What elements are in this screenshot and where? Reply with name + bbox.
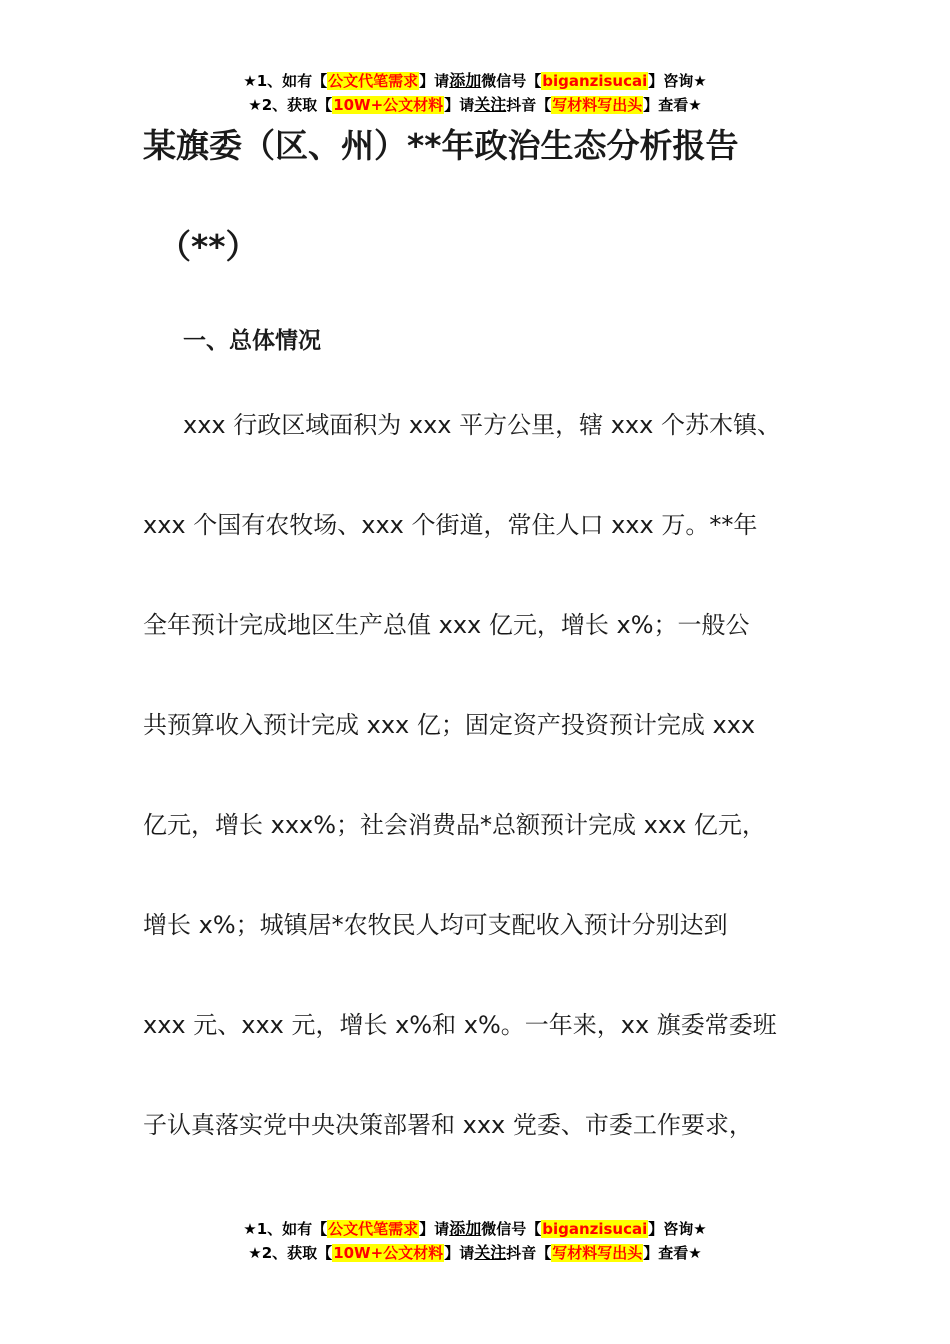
header-banner xyxy=(0,69,950,117)
paragraph-line: 增长 x%；城镇居*农牧民人均可支配收入预计分别达到 xyxy=(143,911,728,939)
highlight-wechat-id: biganzisucai xyxy=(542,72,648,90)
document-title: 某旗委（区、州）**年政治生态分析报告 xyxy=(143,126,739,165)
paragraph-line: 亿元，增长 xxx%；社会消费品*总额预计完成 xxx 亿元， xyxy=(143,811,766,839)
highlight-service: 公文代笔需求 xyxy=(328,1220,419,1238)
banner-line-2: ★2、获取【10W+公文材料】请关注抖音【写材料写出头】查看★ xyxy=(248,95,702,114)
paragraph-line: 子认真落实党中央决策部署和 xxx 党委、市委工作要求， xyxy=(143,1111,753,1139)
highlight-douyin: 写材料写出头 xyxy=(552,96,643,114)
banner-line-1: ★1、如有【公文代笔需求】请添加微信号【biganzisucai】咨询★ xyxy=(243,71,707,90)
highlight-service: 公文代笔需求 xyxy=(328,72,419,90)
highlight-materials: 10W+公文材料 xyxy=(333,96,444,114)
banner-line-2: ★2、获取【10W+公文材料】请关注抖音【写材料写出头】查看★ xyxy=(248,1243,702,1262)
footer-banner xyxy=(0,1217,950,1265)
section-heading: 一、总体情况 xyxy=(183,328,321,354)
body-paragraph xyxy=(143,400,843,1200)
paragraph-line: xxx 行政区域面积为 xxx 平方公里，辖 xxx 个苏木镇、 xyxy=(183,411,781,439)
paragraph-line: 全年预计完成地区生产总值 xxx 亿元，增长 x%；一般公 xyxy=(143,611,750,639)
paragraph-line: xxx 元、xxx 元，增长 x%和 x%。一年来，xx 旗委常委班 xyxy=(143,1011,777,1039)
paragraph-line: 共预算收入预计完成 xxx 亿；固定资产投资预计完成 xxx xyxy=(143,711,756,739)
document-subtitle: （**） xyxy=(158,227,259,266)
highlight-wechat-id: biganzisucai xyxy=(542,1220,648,1238)
highlight-materials: 10W+公文材料 xyxy=(333,1244,444,1262)
paragraph-line: xxx 个国有农牧场、xxx 个街道，常住人口 xxx 万。**年 xyxy=(143,511,758,539)
banner-line-1: ★1、如有【公文代笔需求】请添加微信号【biganzisucai】咨询★ xyxy=(243,1219,707,1238)
highlight-douyin: 写材料写出头 xyxy=(552,1244,643,1262)
